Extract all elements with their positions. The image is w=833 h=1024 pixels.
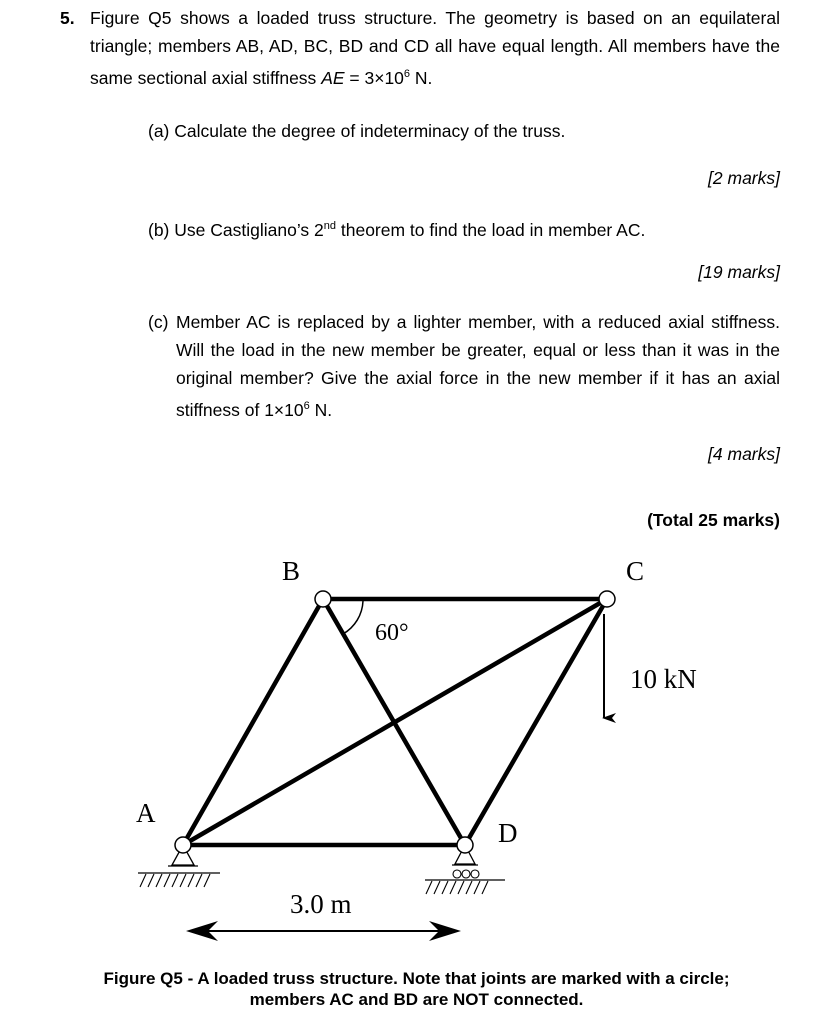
- angle-arc: [343, 601, 363, 634]
- part-b-marks: [19 marks]: [698, 262, 780, 282]
- part-c-text-end: N.: [309, 399, 333, 420]
- part-b: [148, 212, 645, 244]
- part-c-marks: [4 marks]: [708, 444, 780, 464]
- member-ab: [183, 599, 323, 845]
- joint-b-label: B: [282, 556, 301, 586]
- part-c-exponent: 6: [303, 400, 310, 412]
- part-b-sup: nd: [323, 220, 336, 232]
- intro-ae: AE: [321, 67, 345, 88]
- dimension-arrow: [186, 921, 461, 941]
- total-marks: (Total 25 marks): [647, 510, 780, 530]
- caption-line-1: Figure Q5 - A loaded truss structure. Note that joints are marked with a circle;: [103, 969, 730, 988]
- question-number: 5.: [60, 8, 75, 28]
- caption-line-2: members AC and BD are NOT connected.: [249, 990, 584, 1009]
- part-a-label: (a): [148, 121, 170, 141]
- joint-a-label: A: [136, 798, 156, 828]
- load-label: 10 kN: [630, 664, 697, 694]
- joint-a-circle: [175, 837, 191, 853]
- joint-c-circle: [599, 591, 615, 607]
- part-a: [148, 117, 565, 145]
- part-b-text: Use Castigliano’s 2: [174, 219, 324, 240]
- member-cd: [465, 599, 607, 845]
- angle-label: 60°: [375, 620, 409, 646]
- part-b-text-end: theorem to find the load in member AC.: [336, 219, 646, 240]
- part-a-text: Calculate the degree of indeterminacy of the truss.: [174, 121, 566, 141]
- part-c-label: (c): [148, 312, 169, 332]
- intro-text: Figure Q5 shows a loaded truss structure. The geometry is based on an equilateral triangle; members AB, AD, BC, BD and CD all have equal length. All members have the same sectional axial stiffness: [90, 8, 780, 88]
- part-a-marks: [2 marks]: [708, 168, 780, 188]
- part-b-label: (b): [148, 219, 170, 240]
- part-c-text: Member AC is replaced by a lighter member, with a reduced axial stiffness. Will the load in the new member be greater, equal or less than it was in the original member? Give the axial force in the new member if it has an axial stiffness of 1×10: [176, 312, 780, 420]
- part-c: [148, 308, 780, 424]
- intro-unit: N.: [410, 67, 433, 88]
- figure-caption: [0, 968, 833, 1010]
- part-c-body: [176, 308, 780, 424]
- joint-b-circle: [315, 591, 331, 607]
- intro-value: = 3×10: [344, 67, 404, 88]
- truss-figure: [0, 540, 833, 960]
- joint-d-label: D: [498, 818, 518, 848]
- dimension-label: 3.0 m: [290, 889, 352, 919]
- joint-d-circle: [457, 837, 473, 853]
- joint-c-label: C: [626, 556, 645, 586]
- question-intro: [90, 4, 780, 92]
- intro-exponent: 6: [403, 68, 411, 80]
